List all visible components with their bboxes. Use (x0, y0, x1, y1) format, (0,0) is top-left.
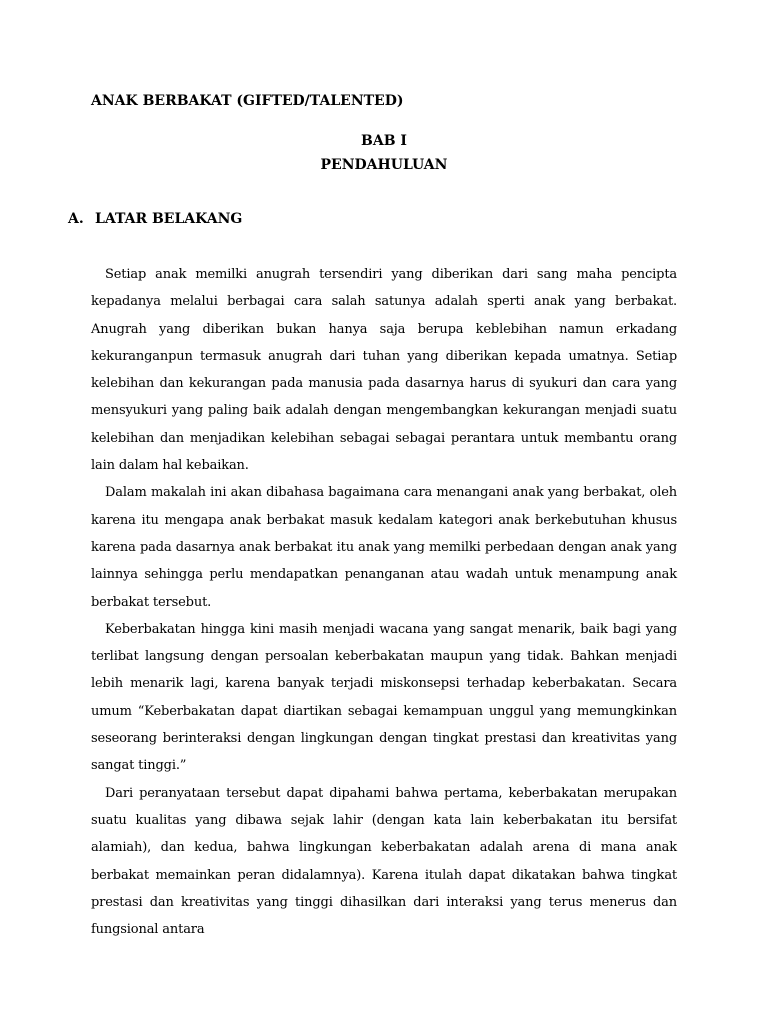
paragraph: Dari peranyataan tersebut dapat dipahami bahwa pertama, keberbakatan merupakan suatu kualitas yang dibawa sejak lahir (dengan kata lain keberbakatan itu bersifat alamiah), dan kedua, bahwa lingkungan keberbakatan adalah arena di mana anak berbakat memainkan peran didalamnya). Karena itulah dapat dikatakan bahwa tingkat prestasi dan kreativitas yang tinggi dihasilkan dari interaksi yang terus menerus dan fungsional antara (91, 785, 677, 938)
paragraph: Dalam makalah ini akan dibahasa bagaimana cara menangani anak yang berbakat, oleh karena itu mengapa anak berbakat masuk kedalam kategori anak berkebutuhan khusus karena pada dasarnya anak berbakat itu anak yang memilki perbedaan dengan anak yang lainnya sehingga perlu mendapatkan penanganan atau wadah untuk menampung anak berbakat tersebut. (91, 485, 677, 610)
section-heading (68, 211, 242, 227)
document-title: ANAK BERBAKAT (GIFTED/TALENTED) (91, 93, 404, 109)
section-marker: A. (68, 211, 84, 227)
chapter-number: BAB I (361, 133, 407, 149)
paragraph: Setiap anak memilki anugrah tersendiri yang diberikan dari sang maha pencipta kepadanya melalui berbagai cara salah satunya adalah sperti anak yang berbakat. Anugrah yang diberikan bukan hanya saja berupa keblebihan namun erkadang kekuranganpun termasuk anugrah dari tuhan yang diberikan kepada umatnya. Setiap kelebihan dan kekurangan pada manusia pada dasarnya harus di syukuri dan cara yang mensyukuri yang paling baik adalah dengan mengembangkan kekurangan menjadi suatu kelebihan dan menjadikan kelebihan sebagai sebagai perantara untuk membantu orang lain dalam hal kebaikan. (91, 267, 677, 474)
section-title: LATAR BELAKANG (95, 211, 243, 227)
body-text (91, 261, 677, 943)
chapter-title: PENDAHULUAN (320, 157, 448, 173)
paragraph: Keberbakatan hingga kini masih menjadi wacana yang sangat menarik, baik bagi yang terlibat langsung dengan persoalan keberbakatan maupun yang tidak. Bahkan menjadi lebih menarik lagi, karena banyak terjadi miskonsepsi terhadap keberbakatan. Secara umum “Keberbakatan dapat diartikan sebagai kemampuan unggul yang memungkinkan seseorang berinteraksi dengan lingkungan dengan tingkat prestasi dan kreativitas yang sangat tinggi.” (91, 621, 677, 774)
